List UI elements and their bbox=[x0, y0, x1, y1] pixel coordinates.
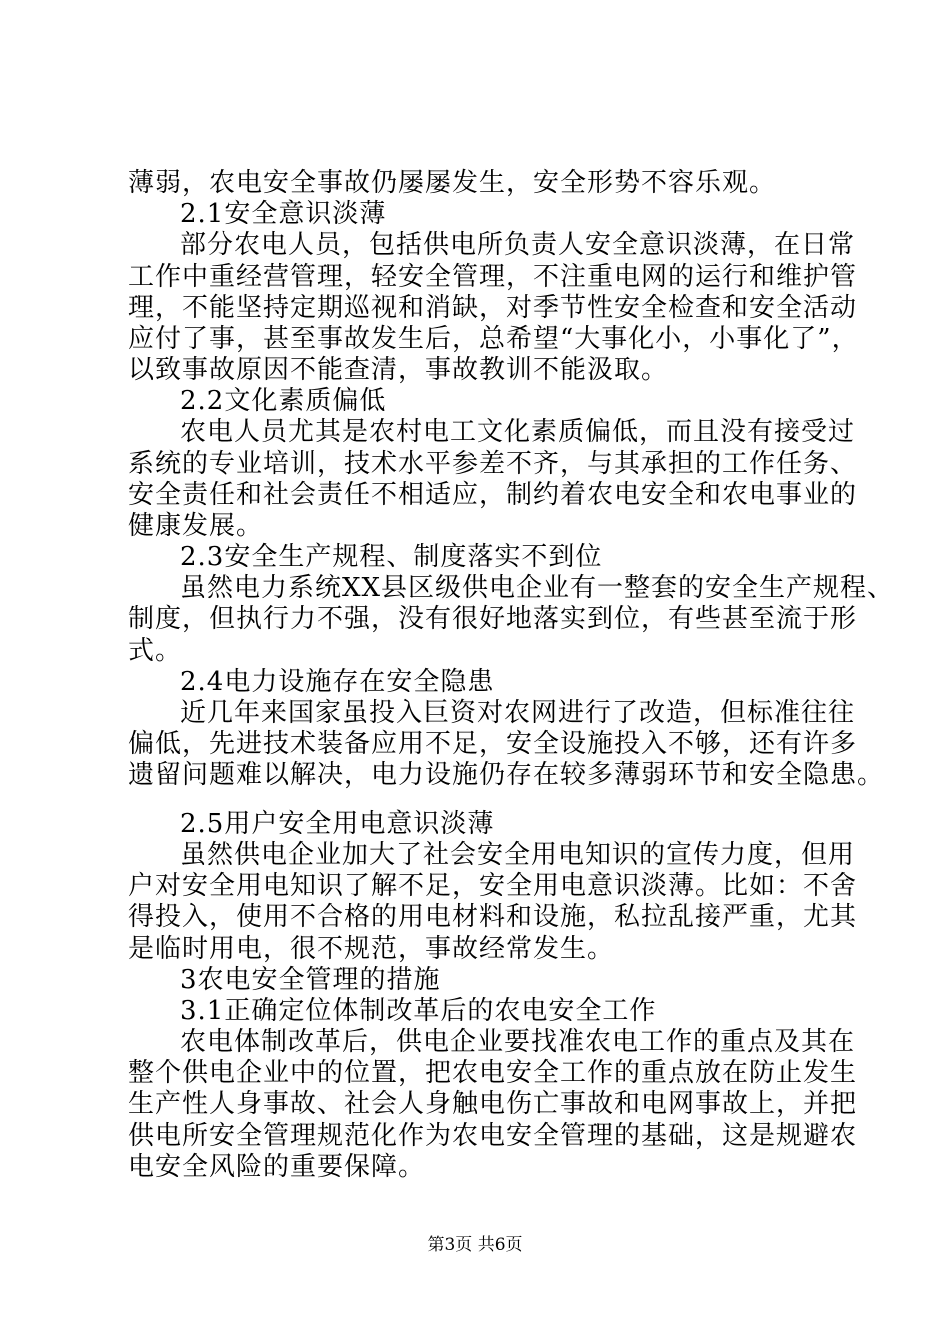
paragraph-line: 是临时用电，很不规范，事故经常发生。 bbox=[128, 933, 615, 964]
section-heading: 2.4电力设施存在安全隐患 bbox=[180, 666, 495, 697]
paragraph-line: 部分农电人员，包括供电所负责人安全意识淡薄，在日常 bbox=[180, 230, 856, 261]
paragraph-line: 遗留问题难以解决，电力设施仍存在较多薄弱环节和安全隐患。 bbox=[128, 760, 885, 791]
paragraph-line: 工作中重经营管理，轻安全管理，不注重电网的运行和维护管 bbox=[128, 261, 858, 292]
paragraph-line: 健康发展。 bbox=[128, 510, 264, 541]
paragraph-line: 电安全风险的重要保障。 bbox=[128, 1151, 426, 1182]
paragraph-line: 应付了事，甚至事故发生后，总希望“大事化小，小事化了”， bbox=[128, 323, 859, 354]
chapter-heading: 3农电安全管理的措施 bbox=[180, 964, 441, 995]
paragraph-line: 户对安全用电知识了解不足，安全用电意识淡薄。比如：不舍 bbox=[128, 871, 858, 902]
paragraph-line: 以致事故原因不能查清，事故教训不能汲取。 bbox=[128, 355, 669, 386]
section-heading: 3.1正确定位体制改革后的农电安全工作 bbox=[180, 995, 657, 1026]
paragraph-line: 系统的专业培训，技术水平参差不齐，与其承担的工作任务、 bbox=[128, 448, 858, 479]
paragraph-line: 供电所安全管理规范化作为农电安全管理的基础，这是规避农 bbox=[128, 1120, 858, 1151]
paragraph-line: 农电人员尤其是农村电工文化素质偏低，而且没有接受过 bbox=[180, 417, 856, 448]
paragraph-line: 理，不能坚持定期巡视和消缺，对季节性安全检查和安全活动 bbox=[128, 292, 858, 323]
page-footer: 第3页 共6页 bbox=[427, 1235, 523, 1255]
paragraph-line: 虽然电力系统XX县区级供电企业有一整套的安全生产规程、 bbox=[180, 573, 895, 604]
paragraph-line: 虽然供电企业加大了社会安全用电知识的宣传力度，但用 bbox=[180, 840, 856, 871]
paragraph-line: 薄弱，农电安全事故仍屡屡发生，安全形势不容乐观。 bbox=[128, 168, 777, 198]
paragraph-line: 制度，但执行力不强，没有很好地落实到位，有些甚至流于形 bbox=[128, 604, 858, 635]
paragraph-line: 安全责任和社会责任不相适应，制约着农电安全和农电事业的 bbox=[128, 479, 858, 510]
paragraph-line: 整个供电企业中的位置，把农电安全工作的重点放在防止发生 bbox=[128, 1058, 858, 1089]
paragraph-line: 近几年来国家虽投入巨资对农网进行了改造，但标准往往 bbox=[180, 698, 856, 729]
paragraph-line: 农电体制改革后，供电企业要找准农电工作的重点及其在 bbox=[180, 1027, 856, 1058]
paragraph-line: 式。 bbox=[128, 635, 183, 666]
section-heading: 2.3安全生产规程、制度落实不到位 bbox=[180, 542, 603, 573]
section-heading: 2.2文化素质偏低 bbox=[180, 386, 387, 417]
section-heading: 2.1安全意识淡薄 bbox=[180, 199, 387, 230]
section-heading: 2.5用户安全用电意识淡薄 bbox=[180, 808, 495, 839]
paragraph-line: 偏低，先进技术装备应用不足，安全设施投入不够，还有许多 bbox=[128, 729, 858, 760]
paragraph-line: 生产性人身事故、社会人身触电伤亡事故和电网事故上，并把 bbox=[128, 1089, 858, 1120]
paragraph-line: 得投入，使用不合格的用电材料和设施，私拉乱接严重，尤其 bbox=[128, 902, 858, 933]
